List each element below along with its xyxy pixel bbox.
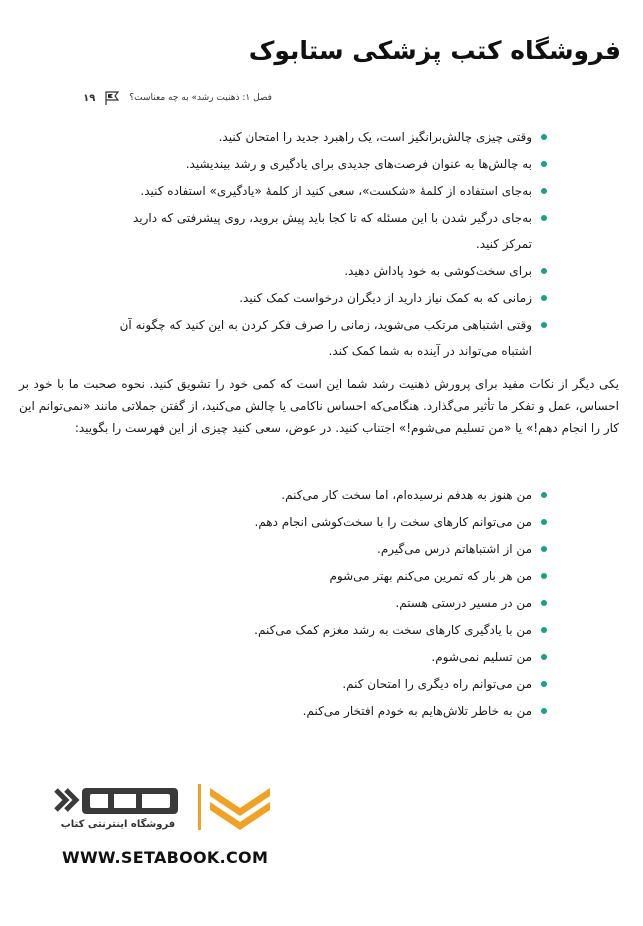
list-item: من با یادگیری کارهای سخت به رشد مغزم کمک می‌کنم. [108,617,548,643]
chapter-label: فصل ۱: ذهنیت رشد» به چه معناست؟ [129,93,272,103]
page-number: ۱۹ [83,92,96,104]
website-url: WWW.SETABOOK.COM [62,848,269,867]
list-item: من می‌توانم راه دیگری را امتحان کنم. [108,671,548,697]
list-item: من تسلیم نمی‌شوم. [108,644,548,670]
body-paragraph: یکی دیگر از نکات مفید برای پرورش ذهنیت رشد شما این است که کمی خود را تشویق کنید. نحوه صحبت ما با خود بر احساس، عمل و تفکر ما تأثیر می‌گذارد. هنگامی‌که احساس ناکامی یا چالش می‌کنید، از گفتن جملاتی مانند «نمی‌توانم این کار را انجام دهم!» یا «من تسلیم می‌شوم!» اجتناب کنید. در عوض، سعی کنید چیزی از این فهرست را بگویید: [19,377,619,435]
list-item: وقتی چیزی چالش‌برانگیز است، یک راهبرد جدید را امتحان کنید. [108,124,548,150]
running-head [70,89,272,107]
list-item: به چالش‌ها به عنوان فرصت‌های جدیدی برای یادگیری و رشد بیندیشید. [108,151,548,177]
list-item: من هنوز به هدفم نرسیده‌ام، اما سخت کار می‌کنم. [108,482,548,508]
list-item: زمانی که به کمک نیاز دارید از دیگران درخواست کمک کنید. [108,285,548,311]
list-item: من از اشتباهاتم درس می‌گیرم. [108,536,548,562]
list-item: من در مسیر درستی هستم. [108,590,548,616]
logo-tagline: فروشگاه اینترنتی کتاب [60,819,176,830]
list-item: وقتی اشتباهی مرتکب می‌شوید، زمانی را صرف فکر کردن به این کنید که چگونه آن اشتباه می‌تواند در آینده به شما کمک کند. [108,312,548,364]
tips-list [108,124,548,365]
list-item: به‌جای درگیر شدن با این مسئله که تا کجا باید پیش بروید، روی پیشرفتی که دارید تمرکز کنید. [108,205,548,257]
store-title: فروشگاه کتب پزشکی ستابوک [248,36,621,65]
list-item: من می‌توانم کارهای سخت را با سخت‌کوشی انجام دهم. [108,509,548,535]
list-item: من هر بار که تمرین می‌کنم بهتر می‌شوم [108,563,548,589]
list-item: برای سخت‌کوشی به خود پاداش دهید. [108,258,548,284]
list-item: من به خاطر تلاش‌هایم به خودم افتخار می‌کنم. [108,698,548,724]
chapter-flag-icon [103,90,121,106]
list-item: به‌جای استفاده از کلمهٔ «شکست»، سعی کنید از کلمهٔ «یادگیری» استفاده کنید. [108,178,548,204]
self-talk-list [108,482,548,725]
